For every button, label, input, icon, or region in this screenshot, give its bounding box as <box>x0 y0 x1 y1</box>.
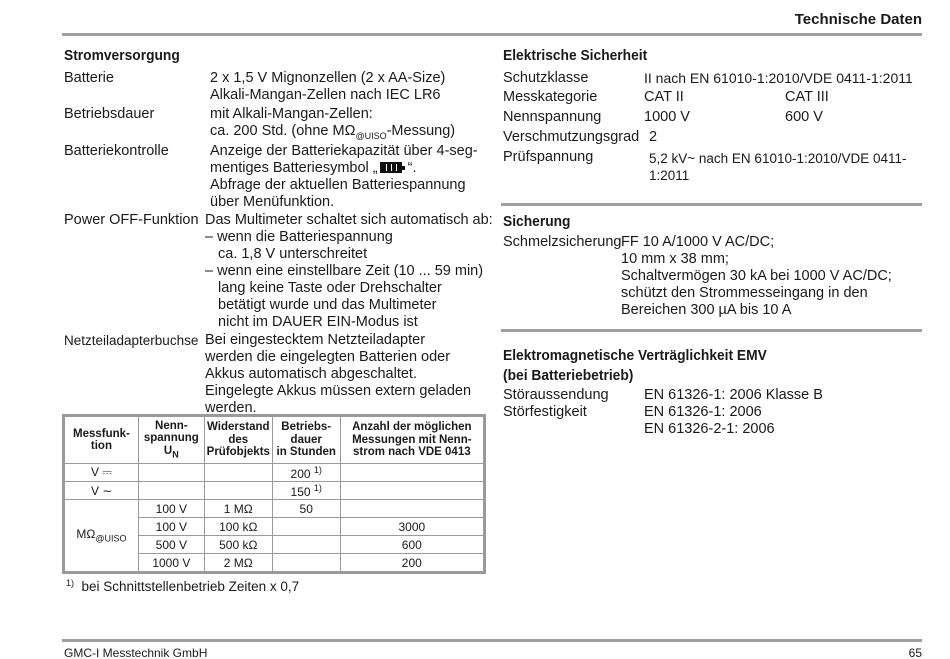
cell-count: 200 <box>340 554 483 572</box>
measurement-table <box>64 416 484 572</box>
cell-resistance: 1 MΩ <box>204 500 272 518</box>
cell-hours-vdc <box>272 464 340 482</box>
category-b: CAT III <box>785 89 829 105</box>
fuse-line-3: Schaltvermögen 30 kA bei 1000 V AC/DC; <box>621 268 892 284</box>
label-emission: Störaussendung <box>503 387 609 403</box>
adapter-line-2: werden die eingelegten Batterien oder <box>205 349 451 365</box>
table-footnote <box>66 575 299 595</box>
nominal-voltage-b: 600 V <box>785 109 823 125</box>
th-resistance-text: Widerstand des Prüfobjekts <box>206 421 270 459</box>
label-test-voltage: Prüfspannung <box>503 149 594 165</box>
test-voltage-line-1: 5,2 kV~ nach EN 61010-1:2010/VDE 0411- <box>649 151 907 166</box>
immunity-line-2: EN 61326-2-1: 2006 <box>644 421 775 437</box>
label-immunity: Störfestigkeit <box>503 404 587 420</box>
runtime-text-a: ca. 200 Std. (ohne MΩ <box>210 123 356 139</box>
cell-resistance: 100 kΩ <box>204 518 272 536</box>
label-power-off: Power OFF-Funktion <box>64 212 199 228</box>
battery-line-1: 2 x 1,5 V Mignonzellen (2 x AA-Size) <box>210 70 446 86</box>
adapter-line-4: Eingelegte Akkus müssen extern geladen <box>205 383 472 399</box>
footnote-mark: 1) <box>66 578 75 588</box>
cell-voltage: 500 V <box>138 536 204 554</box>
cell-func-insulation <box>65 500 139 572</box>
category-a: CAT II <box>644 89 684 105</box>
pollution-value: 2 <box>649 129 658 145</box>
label-nominal-voltage: Nennspannung <box>503 109 602 125</box>
off-line-3: ca. 1,8 V unterschreitet <box>218 246 368 262</box>
page-header-title: Technische Daten <box>794 11 922 28</box>
th-voltage <box>138 417 204 464</box>
table-header-row <box>65 417 484 464</box>
th-duration-text: Betriebs- dauer in Stunden <box>276 421 336 459</box>
cell-func-vdc: V ⎓ <box>65 464 139 482</box>
cell-empty <box>138 482 204 500</box>
cell-hours <box>272 536 340 554</box>
cell-resistance: 500 kΩ <box>204 536 272 554</box>
cell-hours-vac <box>272 482 340 500</box>
cell-count: 3000 <box>340 518 483 536</box>
fuse-line-1: FF 10 A/1000 V AC/DC; <box>621 234 775 250</box>
test-voltage-line-2: 1:2011 <box>649 168 690 183</box>
table-row <box>65 464 484 482</box>
cell-empty <box>340 482 483 500</box>
section-title-fuse: Sicherung <box>503 213 571 230</box>
section-title-emv: Elektromagnetische Verträglichkeit EMV <box>503 347 767 364</box>
off-line-6: betätigt wurde und das Multimeter <box>218 297 437 313</box>
check-text-a: mentiges Batteriesymbol „ <box>210 160 378 176</box>
cell-count <box>340 500 483 518</box>
adapter-line-5: werden. <box>205 400 257 416</box>
adapter-line-1: Bei eingestecktem Netzteiladapter <box>205 332 426 348</box>
off-line-2: – wenn die Batteriespannung <box>205 229 393 245</box>
th-voltage-sub: N <box>172 448 179 459</box>
fuse-line-5: Bereichen 300 µA bis 10 A <box>621 302 792 318</box>
insulation-func-text: MΩ <box>76 527 96 542</box>
label-battery-check: Batteriekontrolle <box>64 143 169 159</box>
check-line-4: über Menüfunktion. <box>210 194 335 210</box>
cell-empty <box>138 464 204 482</box>
th-function-text: Messfunk- tion <box>73 427 130 452</box>
nominal-voltage-a: 1000 V <box>644 109 690 125</box>
th-count-text: Anzahl der möglichen Messungen mit Nenn- strom nach VDE 0413 <box>352 421 472 459</box>
emission-value: EN 61326-1: 2006 Klasse B <box>644 387 823 403</box>
th-count <box>340 417 483 464</box>
check-line-1: Anzeige der Batteriekapazität über 4-seg- <box>210 143 478 159</box>
runtime-text-b: -Messung) <box>386 123 456 139</box>
off-line-4: – wenn eine einstellbare Zeit (10 ... 59 min) <box>205 263 484 279</box>
footer-company: GMC-I Messtechnik GmbH <box>64 646 208 659</box>
hours-vdc-value: 200 <box>290 466 311 481</box>
off-line-5: lang keine Taste oder Drehschalter <box>218 280 442 296</box>
label-adapter-socket: Netzteiladapterbuchse <box>64 333 199 348</box>
cell-count: 600 <box>340 536 483 554</box>
cell-resistance: 2 MΩ <box>204 554 272 572</box>
section-subtitle-emv: (bei Batteriebetrieb) <box>503 367 634 384</box>
runtime-line-1: mit Alkali-Mangan-Zellen: <box>210 106 373 122</box>
cell-hours <box>272 518 340 536</box>
fuse-line-2: 10 mm x 38 mm; <box>621 251 729 267</box>
check-line-3: Abfrage der aktuellen Batteriespannung <box>210 177 466 193</box>
cell-empty <box>204 482 272 500</box>
off-line-1: Das Multimeter schaltet sich automatisch ab: <box>205 212 493 228</box>
insulation-func-sub: @UISO <box>95 533 127 544</box>
label-category: Messkategorie <box>503 89 598 105</box>
cell-voltage: 100 V <box>138 500 204 518</box>
th-function <box>65 417 139 464</box>
footer-rule <box>62 639 922 642</box>
cell-voltage: 1000 V <box>138 554 204 572</box>
fuse-line-4: schützt den Strommesseingang in den <box>621 285 868 301</box>
cell-hours <box>272 554 340 572</box>
check-line-2 <box>210 160 417 177</box>
off-line-7: nicht im DAUER EIN-Modus ist <box>218 314 418 330</box>
adapter-line-3: Akkus automatisch abgeschaltet. <box>205 366 417 382</box>
th-resistance <box>204 417 272 464</box>
footnote-mark: 1) <box>313 482 322 493</box>
table-row <box>65 500 484 518</box>
section-title-safety: Elektrische Sicherheit <box>503 47 648 64</box>
cell-voltage: 100 V <box>138 518 204 536</box>
table-row <box>65 482 484 500</box>
runtime-line-2 <box>210 123 455 145</box>
th-voltage-text: Nenn- spannung U <box>143 419 199 457</box>
protection-class-value: II nach EN 61010-1:2010/VDE 0411-1:2011 <box>644 70 913 86</box>
label-battery: Batterie <box>64 70 114 86</box>
cell-func-vac: V ∼ <box>65 482 139 500</box>
check-text-b: “. <box>407 160 417 176</box>
th-duration <box>272 417 340 464</box>
hours-vac-value: 150 <box>290 484 311 499</box>
section-title-power: Stromversorgung <box>64 47 180 64</box>
runtime-subscript: @UISO <box>355 130 387 141</box>
section-rule <box>501 329 922 332</box>
section-rule <box>501 203 922 206</box>
label-runtime: Betriebsdauer <box>64 106 155 122</box>
battery-full-icon <box>380 162 402 173</box>
battery-line-2: Alkali-Mangan-Zellen nach IEC LR6 <box>210 87 441 103</box>
footer-page-number: 65 <box>908 646 922 659</box>
label-fuse: Schmelzsicherung <box>503 234 622 250</box>
label-protection-class: Schutzklasse <box>503 70 589 86</box>
header-rule <box>62 33 922 36</box>
footnote-mark: 1) <box>313 464 322 475</box>
cell-empty <box>204 464 272 482</box>
label-pollution: Verschmutzungsgrad <box>503 129 640 145</box>
cell-hours: 50 <box>272 500 340 518</box>
footnote-text: bei Schnittstellenbetrieb Zeiten x 0,7 <box>81 579 300 594</box>
immunity-line-1: EN 61326-1: 2006 <box>644 404 762 420</box>
cell-empty <box>340 464 483 482</box>
